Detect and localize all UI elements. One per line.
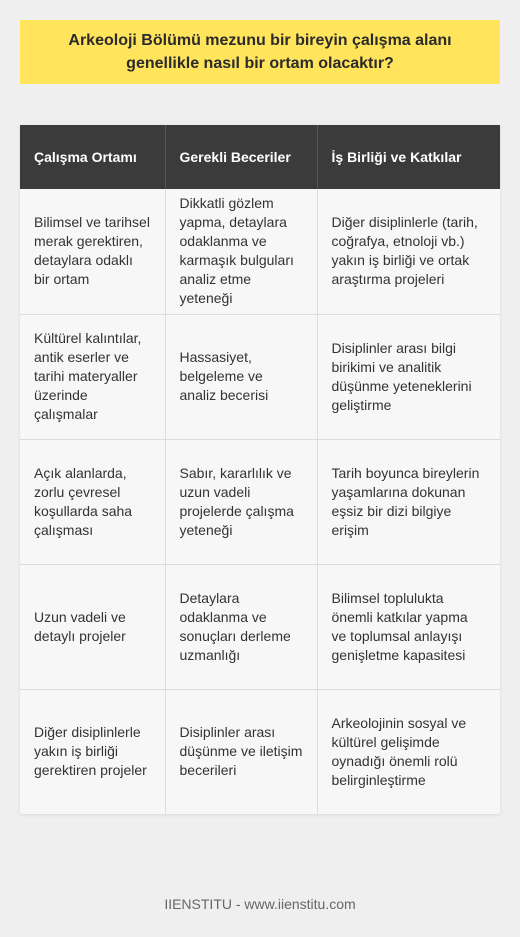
table-row [20, 189, 500, 314]
footer-credit: IIENSTITU - www.iienstitu.com [164, 896, 356, 912]
table-cell: Sabır, kararlılık ve uzun vadeli projelerde çalışma yeteneği [165, 439, 317, 564]
page-title: Arkeoloji Bölümü mezunu bir bireyin çalışma alanı genellikle nasıl bir ortam olacaktır? [68, 32, 452, 72]
table-cell: Bilimsel toplulukta önemli katkılar yapma ve toplumsal anlayışı genişletme kapasitesi [317, 564, 500, 689]
table-cell: Diğer disiplinlerle (tarih, coğrafya, etnoloji vb.) yakın iş birliği ve ortak araştırma projeleri [317, 189, 500, 314]
table-cell: Uzun vadeli ve detaylı projeler [20, 564, 165, 689]
info-table [20, 125, 500, 814]
table-cell: Hassasiyet, belgeleme ve analiz becerisi [165, 314, 317, 439]
column-header-work-environment: Çalışma Ortamı [20, 125, 165, 189]
table-row [20, 439, 500, 564]
table-row [20, 314, 500, 439]
table-cell: Bilimsel ve tarihsel merak gerektiren, detaylara odaklı bir ortam [20, 189, 165, 314]
table-cell: Arkeolojinin sosyal ve kültürel gelişimde oynadığı önemli rolü belirginleştirme [317, 689, 500, 814]
table-cell: Detaylara odaklanma ve sonuçları derleme uzmanlığı [165, 564, 317, 689]
title-banner [20, 20, 500, 84]
column-header-collaboration: İş Birliği ve Katkılar [317, 125, 500, 189]
table-cell: Kültürel kalıntılar, antik eserler ve tarihi materyaller üzerinde çalışmalar [20, 314, 165, 439]
table-cell: Disiplinler arası düşünme ve iletişim becerileri [165, 689, 317, 814]
table-header-row [20, 125, 500, 189]
table-row [20, 564, 500, 689]
table-cell: Tarih boyunca bireylerin yaşamlarına dokunan eşsiz bir dizi bilgiye erişim [317, 439, 500, 564]
table-row [20, 689, 500, 814]
table-cell: Dikkatli gözlem yapma, detaylara odaklanma ve karmaşık bulguları analiz etme yeteneği [165, 189, 317, 314]
table-cell: Disiplinler arası bilgi birikimi ve analitik düşünme yeteneklerini geliştirme [317, 314, 500, 439]
column-header-required-skills: Gerekli Beceriler [165, 125, 317, 189]
table-cell: Diğer disiplinlerle yakın iş birliği gerektiren projeler [20, 689, 165, 814]
table-cell: Açık alanlarda, zorlu çevresel koşullarda saha çalışması [20, 439, 165, 564]
